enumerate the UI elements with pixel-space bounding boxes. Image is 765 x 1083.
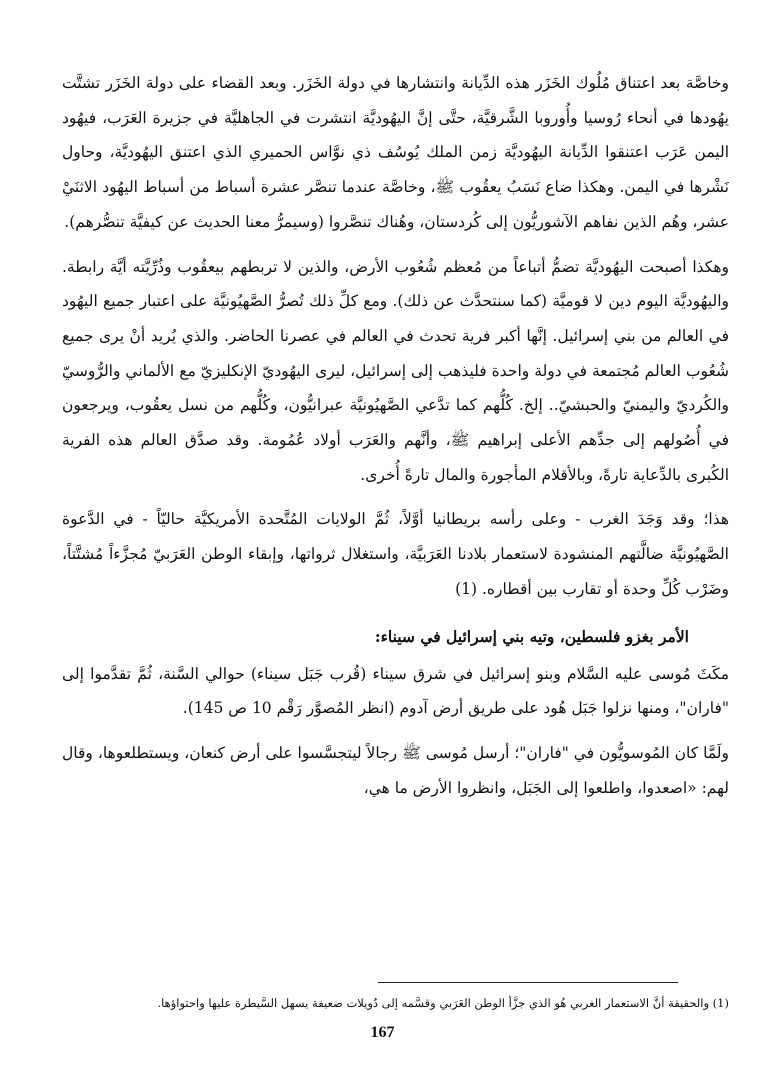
page-number: 167	[370, 1024, 395, 1041]
body-text	[62, 66, 729, 805]
paragraph-zionism-claims: وهكذا أصبحت اليهُوديَّة تضمُّ أتباعاً من مُعظم شُعُوب الأرض، والذين لا تربطهم بيعقُوب وذُرِّيَّته أيَّة رابطة. واليهُوديَّة اليوم دين لا قوميَّة (كما سنتحدَّث عن ذلك). ومع كلِّ ذلك تُصرُّ الصَّهيُونيَّة على اعتبار جميع اليهُود في العالم من بني إسرائيل. إنَّها أكبر فرية تحدث في العالم في عصرنا الحاضر. والذي يُريد أنْ يرى جميع شُعُوب العالم مُجتمعة في دولة واحدة فليذهب إلى إسرائيل، ليرى اليهُوديّ الإنكليزيّ مع الألماني والرُّوسيّ والكُرديّ واليمنيّ والحبشيّ.. إلخ. كُلُّهم كما تدَّعي الصَّهيُونيَّة عبرانيُّون، وكُلُّهم من نسل يعقُوب، ويرجعون في أُصُولهم إلى جدِّهم الأعلى إبراهيم ﷺ، وأنَّهم والعَرَب أولاد عُمُومة. وقد صدَّق العالم هذه الفرية الكُبرى بالدِّعاية تارةً، وبالأقلام المأجورة والمال تارةً أُخرى.	[62, 257, 729, 484]
paragraph-khazar: وخاصَّة بعد اعتناق مُلُوك الخَزَر هذه الدِّيانة وانتشارها في دولة الخَزَر. وبعد القضاء على دولة الخَزَر تشتَّت يهُودها في أنحاء رُوسيا وأُوروبا الشَّرقيَّة، حتَّى إنَّ اليهُوديَّة انتشرت في الجاهليَّة في جزيرة العَرَب، فيهُود اليمن عَرَب اعتنقوا الدِّيانة اليهُوديَّة زمن الملك يُوسُف ذي نوَّاس الحميري الذي اعتنق اليهُوديَّة، وحاول نَشْرها في اليمن. وهكذا ضاع نَسَبُ يعقُوب ﷺ، وخاصَّة عندما تنصَّر عشرة أسباط من أسباط اليهُود الاثنَيْ عشر، وهُم الذين نفاهم الآشوريُّون إلى كُردستان، وهُناك تنصَّروا (وسيمرُّ معنا الحديث عن كيفيَّة تنصُّرهم).	[62, 74, 729, 231]
paragraph-western-colonialism: هذا؛ وقد وَجَدَ الغرب - وعلى رأسه بريطانيا أوَّلاً، ثُمَّ الولايات المُتَّحدة الأمريكيَّة حاليّاً - في الدَّعوة الصَّهيُونيَّة ضالَّتهم المنشودة لاستعمار بلادنا العَرَبيَّة، واستغلال ثرواتها، وإبقاء الوطن العَرَبيّ مُجزَّءاً مُشتَّتاً، وضَرْب كُلِّ وحدة أو تقارب بين أقطاره. (1)	[62, 510, 729, 598]
paragraph-sinai: مكَثَ مُوسى عليه السَّلام وبنو إسرائيل في شرق سيناء (قُرب جَبَل سيناء) حوالي السَّنة، ثُمَّ تقدَّموا إلى "فاران"، ومنها نزلوا جَبَل هُود على طريق أرض آدوم (انظر المُصوَّر رَقْم 10 ص 145).	[62, 664, 729, 718]
footnote: (1) والحقيقة أنَّ الاستعمار الغربي هُو الذي جزَّأ الوطن العَرَبي وقسَّمه إلى دُويلات ضعيفة يسهل السَّيطرة عليها واحتواؤها.	[157, 996, 729, 1010]
section-heading: الأمر بغزو فلسطين، وتيه بني إسرائيل في سيناء:	[374, 626, 689, 646]
paragraph-spies: ولَمَّا كان المُوسويُّون في "فاران"؛ أرسل مُوسى ﷺ رجالاً ليتجسَّسوا على أرض كنعان، ويستطلعوها، وقال لهم: «اصعدوا، واطلعوا إلى الجَبَل، وانظروا الأرض ما هي،	[62, 743, 729, 797]
footnote-divider	[378, 982, 678, 983]
